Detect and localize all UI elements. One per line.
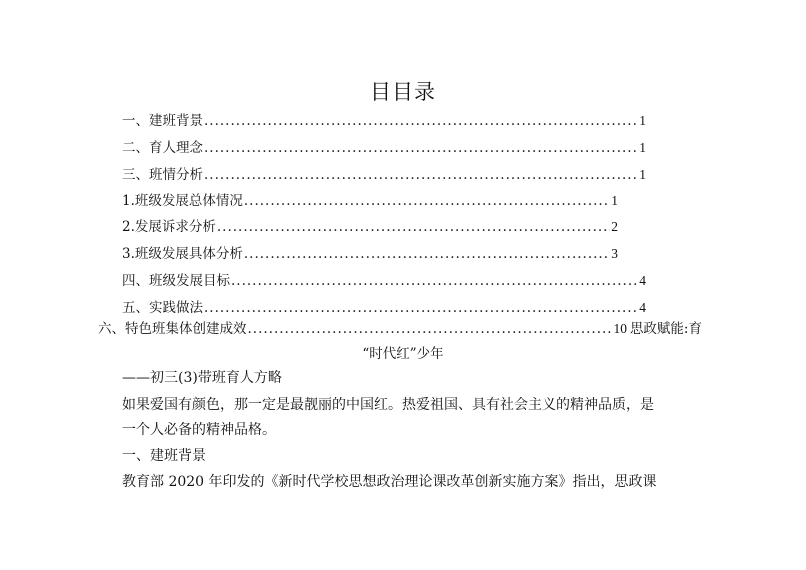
toc-entry[interactable] [122,218,618,236]
toc-entry[interactable] [122,192,618,210]
toc-entry-page: 4 [639,300,646,315]
paragraph-line: 教育部 2020 年印发的《新时代学校思想政治理论课改革创新实施方案》指出，思政课 [122,474,657,490]
toc-entry[interactable] [122,112,646,130]
toc-entry-label: 1.班级发展总体情况 [122,193,243,209]
toc-leader [244,192,610,210]
toc-entry[interactable] [98,320,702,338]
toc-entry-label: 六、特色班集体创建成效 [98,321,247,337]
toc-entry[interactable] [122,245,618,263]
toc-title: 目目录 [370,80,436,104]
toc-leader [204,166,638,184]
toc-leader [248,320,613,338]
toc-entry-page: 3 [611,246,618,261]
paragraph-line: 一个人必备的精神品格。 [122,422,276,438]
toc-entry-label: 二、育人理念 [122,140,203,156]
toc-entry[interactable] [122,299,646,317]
toc-entry-page: 1 [639,167,646,182]
toc-leader [204,139,638,157]
paragraph-line: 如果爱国有颜色，那一定是最靓丽的中国红。热爱祖国、具有社会主义的精神品质，是 [122,397,654,413]
toc-leader [204,299,638,317]
toc-entry[interactable] [122,166,646,184]
toc-entry-label: 一、建班背景 [122,113,203,129]
toc-entry-label: 三、班情分析 [122,167,203,183]
subtitle: ——初三(3)带班育人方略 [122,370,282,386]
toc-entry-label: 五、实践做法 [122,300,203,316]
toc-entry-label: 2.发展诉求分析 [122,219,216,235]
section-heading: 一、建班背景 [122,448,206,464]
toc-title-continuation: “时代红”少年 [362,346,444,362]
toc-leader [244,245,610,263]
toc-entry-label: 3.班级发展具体分析 [122,246,243,262]
toc-entry-page: 4 [639,273,646,288]
toc-entry-page: 10 [613,321,627,336]
toc-leader [204,112,638,130]
toc-entry-label: 四、班级发展目标 [122,273,230,289]
toc-entry-page: 1 [639,140,646,155]
toc-entry-title-tail: 思政赋能:育 [629,321,702,337]
toc-leader [217,218,610,236]
toc-entry-page: 2 [611,219,618,234]
toc-entry-page: 1 [639,113,646,128]
toc-entry[interactable] [122,139,646,157]
toc-leader [231,272,638,290]
toc-entry[interactable] [122,272,646,290]
toc-entry-page: 1 [611,193,618,208]
